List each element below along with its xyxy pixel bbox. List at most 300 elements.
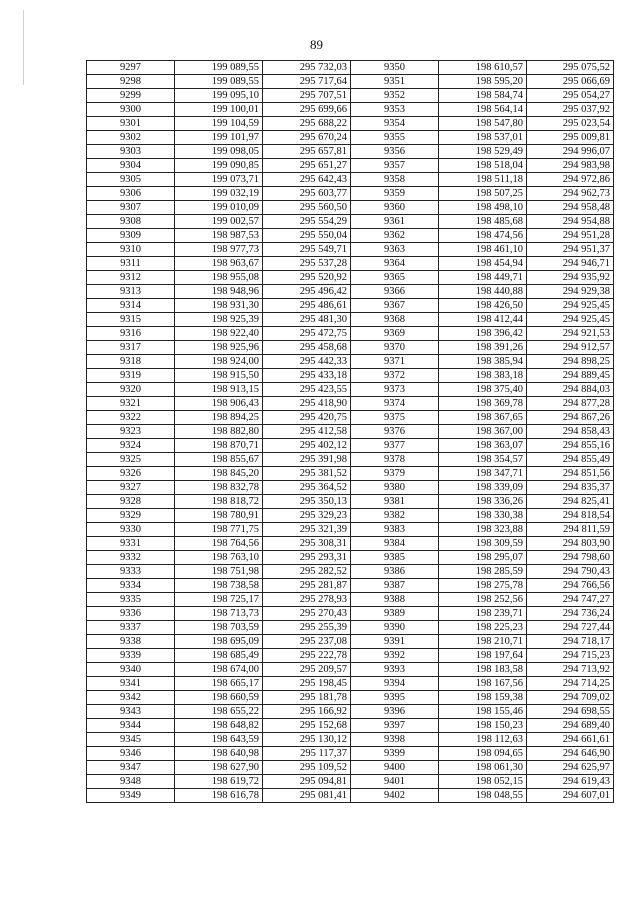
cell-x-coordinate: 198 518,04 xyxy=(439,159,527,173)
table-row xyxy=(87,607,614,621)
cell-point-number: 9301 xyxy=(87,117,175,131)
table-row xyxy=(87,481,614,495)
cell-point-number: 9352 xyxy=(351,89,439,103)
cell-point-number: 9367 xyxy=(351,299,439,313)
cell-x-coordinate: 198 674,00 xyxy=(175,663,263,677)
cell-y-coordinate: 294 851,56 xyxy=(527,467,614,481)
cell-point-number: 9390 xyxy=(351,621,439,635)
table-row xyxy=(87,159,614,173)
cell-x-coordinate: 198 882,80 xyxy=(175,425,263,439)
cell-x-coordinate: 198 547,80 xyxy=(439,117,527,131)
cell-point-number: 9303 xyxy=(87,145,175,159)
cell-y-coordinate: 294 790,43 xyxy=(527,565,614,579)
cell-point-number: 9387 xyxy=(351,579,439,593)
cell-y-coordinate: 295 549,71 xyxy=(263,243,351,257)
cell-y-coordinate: 294 935,92 xyxy=(527,271,614,285)
cell-x-coordinate: 198 285,59 xyxy=(439,565,527,579)
cell-point-number: 9389 xyxy=(351,607,439,621)
table-row xyxy=(87,187,614,201)
cell-y-coordinate: 294 858,43 xyxy=(527,425,614,439)
cell-y-coordinate: 295 657,81 xyxy=(263,145,351,159)
cell-point-number: 9348 xyxy=(87,775,175,789)
cell-x-coordinate: 198 391,26 xyxy=(439,341,527,355)
table-row xyxy=(87,103,614,117)
cell-x-coordinate: 198 725,17 xyxy=(175,593,263,607)
cell-y-coordinate: 294 912,57 xyxy=(527,341,614,355)
table-row xyxy=(87,285,614,299)
cell-y-coordinate: 295 732,03 xyxy=(263,61,351,75)
table-row xyxy=(87,579,614,593)
cell-point-number: 9391 xyxy=(351,635,439,649)
cell-point-number: 9298 xyxy=(87,75,175,89)
cell-y-coordinate: 294 925,45 xyxy=(527,299,614,313)
cell-x-coordinate: 198 461,10 xyxy=(439,243,527,257)
cell-point-number: 9314 xyxy=(87,299,175,313)
cell-point-number: 9377 xyxy=(351,439,439,453)
cell-y-coordinate: 294 766,56 xyxy=(527,579,614,593)
cell-x-coordinate: 198 987,53 xyxy=(175,229,263,243)
cell-x-coordinate: 198 167,56 xyxy=(439,677,527,691)
cell-y-coordinate: 294 607,01 xyxy=(527,789,614,803)
cell-y-coordinate: 295 412,58 xyxy=(263,425,351,439)
cell-x-coordinate: 198 426,50 xyxy=(439,299,527,313)
cell-y-coordinate: 294 798,60 xyxy=(527,551,614,565)
cell-point-number: 9307 xyxy=(87,201,175,215)
coordinates-table xyxy=(86,60,614,803)
cell-y-coordinate: 294 954,88 xyxy=(527,215,614,229)
cell-x-coordinate: 199 090,85 xyxy=(175,159,263,173)
cell-x-coordinate: 198 595,20 xyxy=(439,75,527,89)
coordinates-table-body xyxy=(87,61,614,803)
cell-y-coordinate: 295 391,98 xyxy=(263,453,351,467)
cell-y-coordinate: 295 496,42 xyxy=(263,285,351,299)
cell-point-number: 9340 xyxy=(87,663,175,677)
cell-x-coordinate: 198 061,30 xyxy=(439,761,527,775)
table-row xyxy=(87,691,614,705)
cell-x-coordinate: 198 367,65 xyxy=(439,411,527,425)
cell-x-coordinate: 198 454,94 xyxy=(439,257,527,271)
cell-point-number: 9315 xyxy=(87,313,175,327)
cell-point-number: 9311 xyxy=(87,257,175,271)
cell-point-number: 9368 xyxy=(351,313,439,327)
cell-point-number: 9401 xyxy=(351,775,439,789)
table-row xyxy=(87,621,614,635)
cell-point-number: 9354 xyxy=(351,117,439,131)
cell-point-number: 9334 xyxy=(87,579,175,593)
cell-y-coordinate: 295 442,33 xyxy=(263,355,351,369)
cell-x-coordinate: 198 713,73 xyxy=(175,607,263,621)
cell-y-coordinate: 294 889,45 xyxy=(527,369,614,383)
cell-x-coordinate: 198 845,20 xyxy=(175,467,263,481)
cell-y-coordinate: 295 642,43 xyxy=(263,173,351,187)
cell-point-number: 9338 xyxy=(87,635,175,649)
table-row xyxy=(87,733,614,747)
cell-x-coordinate: 198 485,68 xyxy=(439,215,527,229)
cell-point-number: 9343 xyxy=(87,705,175,719)
table-row xyxy=(87,243,614,257)
cell-y-coordinate: 294 925,45 xyxy=(527,313,614,327)
table-row xyxy=(87,411,614,425)
table-row xyxy=(87,719,614,733)
cell-x-coordinate: 198 412,44 xyxy=(439,313,527,327)
cell-x-coordinate: 199 095,10 xyxy=(175,89,263,103)
cell-y-coordinate: 294 625,97 xyxy=(527,761,614,775)
table-row xyxy=(87,565,614,579)
cell-point-number: 9386 xyxy=(351,565,439,579)
cell-point-number: 9333 xyxy=(87,565,175,579)
cell-point-number: 9326 xyxy=(87,467,175,481)
cell-y-coordinate: 294 713,92 xyxy=(527,663,614,677)
table-row xyxy=(87,173,614,187)
table-row xyxy=(87,89,614,103)
cell-x-coordinate: 198 239,71 xyxy=(439,607,527,621)
cell-point-number: 9365 xyxy=(351,271,439,285)
cell-x-coordinate: 198 507,25 xyxy=(439,187,527,201)
cell-x-coordinate: 198 619,72 xyxy=(175,775,263,789)
cell-point-number: 9336 xyxy=(87,607,175,621)
cell-y-coordinate: 294 646,90 xyxy=(527,747,614,761)
table-row xyxy=(87,677,614,691)
cell-x-coordinate: 198 627,90 xyxy=(175,761,263,775)
cell-point-number: 9395 xyxy=(351,691,439,705)
cell-y-coordinate: 295 603,77 xyxy=(263,187,351,201)
cell-point-number: 9324 xyxy=(87,439,175,453)
cell-x-coordinate: 198 771,75 xyxy=(175,523,263,537)
cell-point-number: 9297 xyxy=(87,61,175,75)
cell-x-coordinate: 198 323,88 xyxy=(439,523,527,537)
cell-point-number: 9374 xyxy=(351,397,439,411)
cell-point-number: 9339 xyxy=(87,649,175,663)
cell-point-number: 9322 xyxy=(87,411,175,425)
cell-x-coordinate: 198 695,09 xyxy=(175,635,263,649)
cell-y-coordinate: 294 946,71 xyxy=(527,257,614,271)
cell-point-number: 9344 xyxy=(87,719,175,733)
cell-point-number: 9359 xyxy=(351,187,439,201)
cell-point-number: 9402 xyxy=(351,789,439,803)
cell-x-coordinate: 198 913,15 xyxy=(175,383,263,397)
table-row xyxy=(87,117,614,131)
table-row xyxy=(87,131,614,145)
cell-x-coordinate: 198 922,40 xyxy=(175,327,263,341)
cell-x-coordinate: 198 738,58 xyxy=(175,579,263,593)
cell-x-coordinate: 198 751,98 xyxy=(175,565,263,579)
cell-point-number: 9321 xyxy=(87,397,175,411)
cell-point-number: 9357 xyxy=(351,159,439,173)
cell-y-coordinate: 294 972,86 xyxy=(527,173,614,187)
cell-y-coordinate: 295 209,57 xyxy=(263,663,351,677)
cell-point-number: 9398 xyxy=(351,733,439,747)
cell-y-coordinate: 295 270,43 xyxy=(263,607,351,621)
cell-y-coordinate: 294 715,23 xyxy=(527,649,614,663)
table-row xyxy=(87,369,614,383)
cell-y-coordinate: 294 951,28 xyxy=(527,229,614,243)
cell-x-coordinate: 198 818,72 xyxy=(175,495,263,509)
cell-x-coordinate: 198 655,22 xyxy=(175,705,263,719)
cell-x-coordinate: 198 159,38 xyxy=(439,691,527,705)
cell-x-coordinate: 199 002,57 xyxy=(175,215,263,229)
cell-x-coordinate: 198 616,78 xyxy=(175,789,263,803)
cell-y-coordinate: 294 736,24 xyxy=(527,607,614,621)
cell-y-coordinate: 294 951,37 xyxy=(527,243,614,257)
cell-x-coordinate: 198 150,23 xyxy=(439,719,527,733)
cell-x-coordinate: 198 354,57 xyxy=(439,453,527,467)
cell-y-coordinate: 294 962,73 xyxy=(527,187,614,201)
cell-point-number: 9323 xyxy=(87,425,175,439)
cell-point-number: 9392 xyxy=(351,649,439,663)
cell-y-coordinate: 294 835,37 xyxy=(527,481,614,495)
cell-y-coordinate: 295 402,12 xyxy=(263,439,351,453)
cell-y-coordinate: 294 619,43 xyxy=(527,775,614,789)
cell-x-coordinate: 199 100,01 xyxy=(175,103,263,117)
table-row xyxy=(87,145,614,159)
table-row xyxy=(87,215,614,229)
cell-point-number: 9375 xyxy=(351,411,439,425)
cell-x-coordinate: 198 648,82 xyxy=(175,719,263,733)
cell-point-number: 9381 xyxy=(351,495,439,509)
cell-y-coordinate: 295 117,37 xyxy=(263,747,351,761)
cell-y-coordinate: 295 560,50 xyxy=(263,201,351,215)
cell-y-coordinate: 295 550,04 xyxy=(263,229,351,243)
cell-x-coordinate: 199 104,59 xyxy=(175,117,263,131)
cell-point-number: 9351 xyxy=(351,75,439,89)
table-row xyxy=(87,663,614,677)
cell-x-coordinate: 198 336,26 xyxy=(439,495,527,509)
cell-y-coordinate: 294 958,48 xyxy=(527,201,614,215)
cell-y-coordinate: 295 717,64 xyxy=(263,75,351,89)
cell-y-coordinate: 295 293,31 xyxy=(263,551,351,565)
cell-x-coordinate: 199 101,97 xyxy=(175,131,263,145)
cell-x-coordinate: 198 183,58 xyxy=(439,663,527,677)
cell-point-number: 9353 xyxy=(351,103,439,117)
cell-point-number: 9328 xyxy=(87,495,175,509)
cell-y-coordinate: 295 037,92 xyxy=(527,103,614,117)
table-row xyxy=(87,551,614,565)
cell-point-number: 9332 xyxy=(87,551,175,565)
cell-point-number: 9399 xyxy=(351,747,439,761)
cell-y-coordinate: 295 081,41 xyxy=(263,789,351,803)
cell-point-number: 9346 xyxy=(87,747,175,761)
cell-y-coordinate: 294 898,25 xyxy=(527,355,614,369)
cell-x-coordinate: 198 832,78 xyxy=(175,481,263,495)
cell-y-coordinate: 295 520,92 xyxy=(263,271,351,285)
cell-point-number: 9400 xyxy=(351,761,439,775)
cell-y-coordinate: 295 537,28 xyxy=(263,257,351,271)
cell-y-coordinate: 294 698,55 xyxy=(527,705,614,719)
cell-y-coordinate: 294 983,98 xyxy=(527,159,614,173)
cell-y-coordinate: 294 709,02 xyxy=(527,691,614,705)
cell-y-coordinate: 295 458,68 xyxy=(263,341,351,355)
cell-y-coordinate: 294 714,25 xyxy=(527,677,614,691)
cell-y-coordinate: 294 996,07 xyxy=(527,145,614,159)
table-row xyxy=(87,747,614,761)
cell-point-number: 9364 xyxy=(351,257,439,271)
cell-point-number: 9393 xyxy=(351,663,439,677)
table-row xyxy=(87,537,614,551)
cell-point-number: 9320 xyxy=(87,383,175,397)
cell-y-coordinate: 295 699,66 xyxy=(263,103,351,117)
cell-y-coordinate: 295 364,52 xyxy=(263,481,351,495)
cell-x-coordinate: 198 894,25 xyxy=(175,411,263,425)
cell-y-coordinate: 295 237,08 xyxy=(263,635,351,649)
cell-y-coordinate: 295 688,22 xyxy=(263,117,351,131)
cell-point-number: 9379 xyxy=(351,467,439,481)
cell-y-coordinate: 294 855,16 xyxy=(527,439,614,453)
cell-x-coordinate: 198 252,56 xyxy=(439,593,527,607)
cell-point-number: 9299 xyxy=(87,89,175,103)
cell-point-number: 9329 xyxy=(87,509,175,523)
cell-x-coordinate: 198 780,91 xyxy=(175,509,263,523)
cell-y-coordinate: 295 009,81 xyxy=(527,131,614,145)
cell-y-coordinate: 294 727,44 xyxy=(527,621,614,635)
cell-x-coordinate: 198 855,67 xyxy=(175,453,263,467)
cell-y-coordinate: 295 423,55 xyxy=(263,383,351,397)
cell-point-number: 9380 xyxy=(351,481,439,495)
table-row xyxy=(87,355,614,369)
cell-x-coordinate: 198 383,18 xyxy=(439,369,527,383)
cell-point-number: 9356 xyxy=(351,145,439,159)
cell-y-coordinate: 295 198,45 xyxy=(263,677,351,691)
cell-point-number: 9310 xyxy=(87,243,175,257)
cell-point-number: 9358 xyxy=(351,173,439,187)
cell-y-coordinate: 295 278,93 xyxy=(263,593,351,607)
cell-point-number: 9331 xyxy=(87,537,175,551)
table-row xyxy=(87,425,614,439)
cell-x-coordinate: 198 347,71 xyxy=(439,467,527,481)
cell-x-coordinate: 198 225,23 xyxy=(439,621,527,635)
cell-x-coordinate: 198 640,98 xyxy=(175,747,263,761)
cell-x-coordinate: 198 295,07 xyxy=(439,551,527,565)
cell-y-coordinate: 295 054,27 xyxy=(527,89,614,103)
table-row xyxy=(87,229,614,243)
table-row xyxy=(87,271,614,285)
page-number: 89 xyxy=(310,37,323,52)
cell-y-coordinate: 294 689,40 xyxy=(527,719,614,733)
cell-y-coordinate: 295 707,51 xyxy=(263,89,351,103)
cell-y-coordinate: 295 472,75 xyxy=(263,327,351,341)
cell-point-number: 9385 xyxy=(351,551,439,565)
cell-y-coordinate: 295 308,31 xyxy=(263,537,351,551)
cell-x-coordinate: 198 764,56 xyxy=(175,537,263,551)
cell-point-number: 9345 xyxy=(87,733,175,747)
cell-x-coordinate: 198 643,59 xyxy=(175,733,263,747)
cell-point-number: 9396 xyxy=(351,705,439,719)
cell-point-number: 9305 xyxy=(87,173,175,187)
table-row xyxy=(87,327,614,341)
cell-point-number: 9306 xyxy=(87,187,175,201)
table-row xyxy=(87,775,614,789)
cell-x-coordinate: 198 375,40 xyxy=(439,383,527,397)
table-row xyxy=(87,593,614,607)
cell-x-coordinate: 198 537,01 xyxy=(439,131,527,145)
cell-x-coordinate: 198 660,59 xyxy=(175,691,263,705)
cell-point-number: 9304 xyxy=(87,159,175,173)
cell-point-number: 9327 xyxy=(87,481,175,495)
cell-y-coordinate: 295 381,52 xyxy=(263,467,351,481)
cell-point-number: 9362 xyxy=(351,229,439,243)
cell-x-coordinate: 198 925,96 xyxy=(175,341,263,355)
cell-point-number: 9366 xyxy=(351,285,439,299)
cell-x-coordinate: 198 396,42 xyxy=(439,327,527,341)
cell-x-coordinate: 198 529,49 xyxy=(439,145,527,159)
cell-point-number: 9312 xyxy=(87,271,175,285)
cell-x-coordinate: 198 385,94 xyxy=(439,355,527,369)
cell-x-coordinate: 198 931,30 xyxy=(175,299,263,313)
cell-x-coordinate: 198 048,55 xyxy=(439,789,527,803)
cell-point-number: 9300 xyxy=(87,103,175,117)
cell-y-coordinate: 294 877,28 xyxy=(527,397,614,411)
cell-point-number: 9373 xyxy=(351,383,439,397)
cell-x-coordinate: 198 094,65 xyxy=(439,747,527,761)
cell-y-coordinate: 295 433,18 xyxy=(263,369,351,383)
cell-x-coordinate: 198 925,39 xyxy=(175,313,263,327)
cell-point-number: 9370 xyxy=(351,341,439,355)
cell-x-coordinate: 198 309,59 xyxy=(439,537,527,551)
table-row xyxy=(87,467,614,481)
cell-x-coordinate: 198 763,10 xyxy=(175,551,263,565)
cell-y-coordinate: 295 109,52 xyxy=(263,761,351,775)
cell-point-number: 9349 xyxy=(87,789,175,803)
cell-point-number: 9378 xyxy=(351,453,439,467)
cell-point-number: 9363 xyxy=(351,243,439,257)
table-row xyxy=(87,313,614,327)
cell-x-coordinate: 198 155,46 xyxy=(439,705,527,719)
cell-y-coordinate: 295 152,68 xyxy=(263,719,351,733)
cell-y-coordinate: 295 670,24 xyxy=(263,131,351,145)
cell-point-number: 9341 xyxy=(87,677,175,691)
cell-y-coordinate: 295 486,61 xyxy=(263,299,351,313)
table-row xyxy=(87,649,614,663)
cell-x-coordinate: 198 440,88 xyxy=(439,285,527,299)
cell-x-coordinate: 198 275,78 xyxy=(439,579,527,593)
cell-y-coordinate: 294 661,61 xyxy=(527,733,614,747)
cell-y-coordinate: 295 166,92 xyxy=(263,705,351,719)
cell-point-number: 9382 xyxy=(351,509,439,523)
cell-y-coordinate: 295 651,27 xyxy=(263,159,351,173)
cell-point-number: 9337 xyxy=(87,621,175,635)
cell-point-number: 9376 xyxy=(351,425,439,439)
cell-y-coordinate: 294 884,03 xyxy=(527,383,614,397)
cell-x-coordinate: 198 977,73 xyxy=(175,243,263,257)
cell-x-coordinate: 198 363,07 xyxy=(439,439,527,453)
cell-x-coordinate: 198 915,50 xyxy=(175,369,263,383)
cell-y-coordinate: 295 321,39 xyxy=(263,523,351,537)
cell-x-coordinate: 198 948,96 xyxy=(175,285,263,299)
cell-y-coordinate: 295 282,52 xyxy=(263,565,351,579)
cell-point-number: 9388 xyxy=(351,593,439,607)
cell-x-coordinate: 198 703,59 xyxy=(175,621,263,635)
cell-point-number: 9383 xyxy=(351,523,439,537)
cell-x-coordinate: 198 112,63 xyxy=(439,733,527,747)
cell-y-coordinate: 294 855,49 xyxy=(527,453,614,467)
cell-point-number: 9313 xyxy=(87,285,175,299)
cell-x-coordinate: 199 010,09 xyxy=(175,201,263,215)
cell-x-coordinate: 198 870,71 xyxy=(175,439,263,453)
cell-x-coordinate: 198 584,74 xyxy=(439,89,527,103)
cell-point-number: 9384 xyxy=(351,537,439,551)
cell-x-coordinate: 199 089,55 xyxy=(175,75,263,89)
cell-x-coordinate: 198 474,56 xyxy=(439,229,527,243)
cell-point-number: 9330 xyxy=(87,523,175,537)
cell-y-coordinate: 295 094,81 xyxy=(263,775,351,789)
table-row xyxy=(87,439,614,453)
table-row xyxy=(87,75,614,89)
cell-y-coordinate: 294 921,53 xyxy=(527,327,614,341)
table-row xyxy=(87,299,614,313)
table-row xyxy=(87,495,614,509)
cell-x-coordinate: 198 369,78 xyxy=(439,397,527,411)
cell-point-number: 9361 xyxy=(351,215,439,229)
cell-y-coordinate: 295 066,69 xyxy=(527,75,614,89)
